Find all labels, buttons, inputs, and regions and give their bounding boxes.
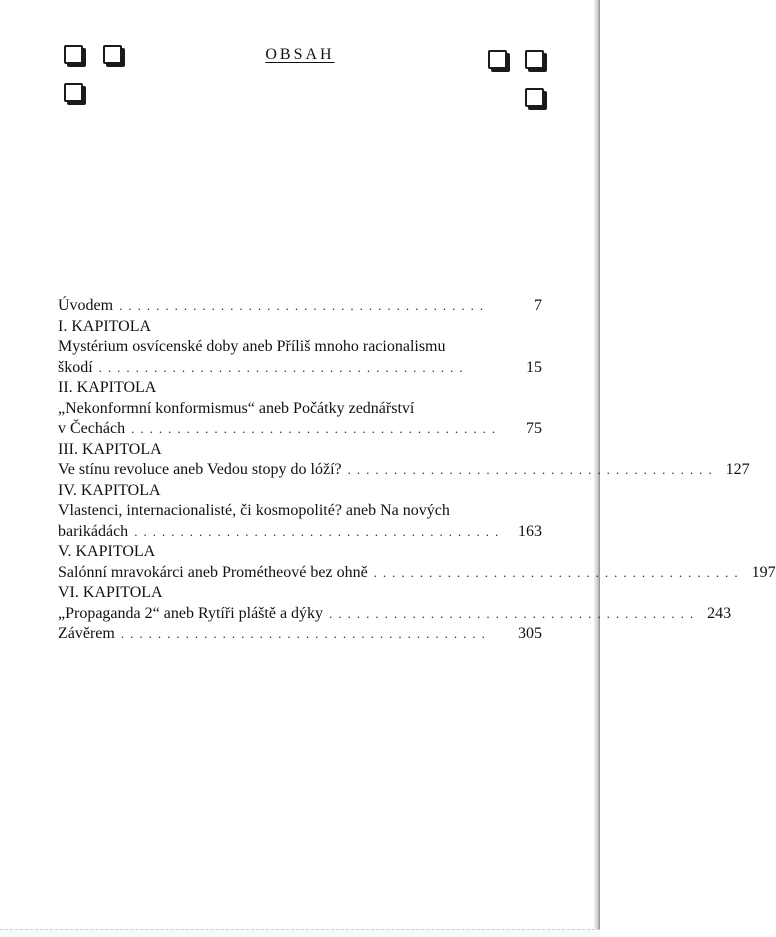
toc-entry [58,460,750,481]
toc-entry-text: I. KAPITOLA [58,317,152,335]
toc-entry-text: „Nekonformní konformismus“ aneb Počátky zednářství [58,399,415,417]
toc-entry-text: Ve stínu revoluce aneb Vedou stopy do lóží? [58,461,342,478]
dot-leader: ........................................ [134,523,505,539]
toc-entry-text: II. KAPITOLA [58,379,157,396]
box-ornament-icon [64,45,83,64]
box-ornament-icon [64,83,83,102]
box-ornament-icon [525,88,544,107]
toc-chapter-heading [58,317,542,338]
toc-entry-text: VI. KAPITOLA [58,584,163,601]
toc-entry-text: „Propaganda 2“ aneb Rytíři pláště a dýky [58,604,324,622]
toc-page-number: 15 [526,358,542,376]
toc-entry-text: škodí [58,358,93,376]
toc-chapter-heading [58,542,542,563]
toc-entry [58,419,542,440]
toc-entry [58,624,542,645]
dot-leader: ........................................ [98,359,469,375]
toc-page-number: 75 [526,420,542,437]
toc-page-number: 197 [751,563,776,581]
toc-page-number: 243 [707,604,732,622]
box-ornament-icon [103,45,122,64]
dot-leader: ........................................ [373,564,744,580]
dot-leader: ........................................ [120,626,491,641]
dot-leader: ........................................ [329,605,700,621]
toc-chapter-heading [58,378,542,399]
toc-entry [58,563,776,584]
toc-chapter-heading [58,481,542,502]
dot-leader: ........................................ [119,298,490,313]
table-of-contents [58,296,776,645]
toc-chapter-heading [58,440,542,461]
toc-entry [58,604,732,625]
page-title: OBSAH [265,46,335,63]
toc-entry-text: Vlastenci, internacionalisté, či kosmopolité? aneb Na nových [58,502,450,519]
box-ornament-icon [525,50,544,69]
toc-entry-text: Závěrem [58,625,115,642]
dot-leader: ........................................ [347,462,718,477]
toc-entry [58,358,542,379]
toc-entry [58,501,542,522]
page-bottom-edge [0,929,600,937]
toc-entry-text: V. KAPITOLA [58,543,156,560]
toc-entry-text: Mystérium osvícenské doby aneb Příliš mnoho racionalismu [58,338,446,355]
toc-page-number: 305 [518,625,542,642]
toc-entry-text: IV. KAPITOLA [58,481,161,499]
toc-entry-text: III. KAPITOLA [58,440,162,458]
toc-entry-text: barikádách [58,522,129,540]
dot-leader: ........................................ [131,421,502,436]
toc-entry [58,296,542,317]
toc-entry [58,522,542,543]
toc-entry-text: Salónní mravokárci aneb Prométheové bez ohně [58,563,368,581]
toc-page-number: 127 [725,461,750,478]
box-ornament-icon [488,50,507,69]
toc-entry [58,337,542,358]
toc-entry-text: v Čechách [58,420,126,437]
toc-chapter-heading [58,583,542,604]
toc-entry [58,399,542,420]
toc-entry-text: Úvodem [58,297,114,314]
toc-page-number: 163 [518,522,542,540]
toc-page-number: 7 [534,297,542,314]
